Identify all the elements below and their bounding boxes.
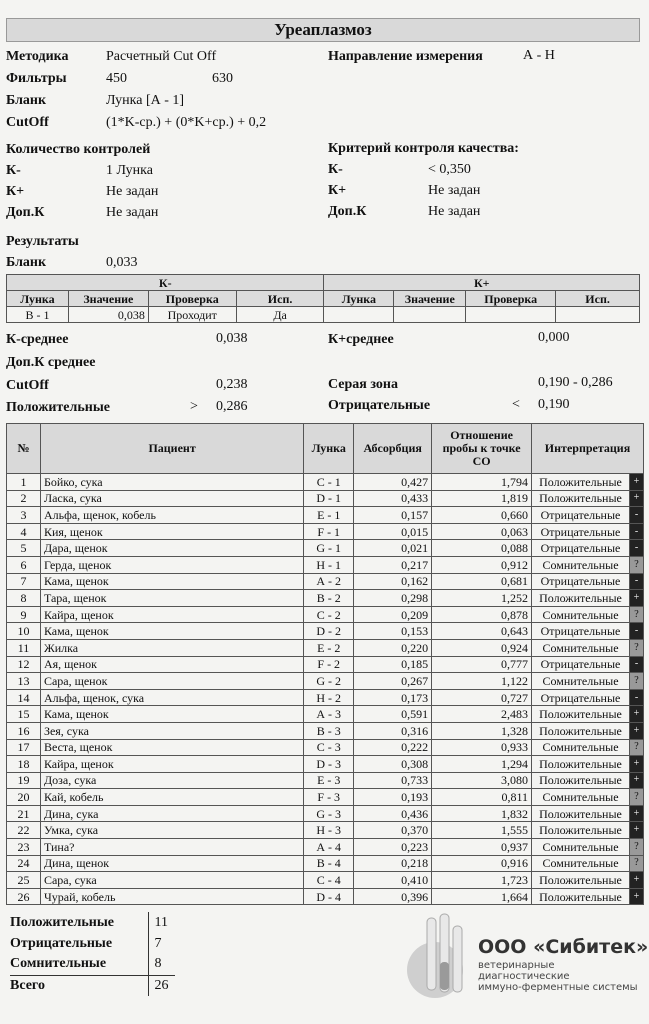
row-ratio: 3,080 [432, 772, 532, 789]
row-patient: Кама, щенок [40, 623, 303, 640]
row-ratio: 1,252 [432, 590, 532, 607]
row-ratio: 1,819 [432, 490, 532, 507]
stats-cutoff-value: 0,238 [216, 377, 248, 392]
row-result-marker-icon: + [629, 872, 643, 889]
method-value: Расчетный Cut Off [106, 49, 217, 64]
row-well: F - 2 [304, 656, 354, 673]
col-well-kpos: Лунка [324, 291, 394, 307]
table-row [7, 872, 644, 889]
row-result-marker-icon: ? [629, 606, 643, 623]
gray-zone-value: 0,190 - 0,286 [538, 375, 613, 390]
row-number: 11 [7, 639, 41, 656]
row-ratio: 0,643 [432, 623, 532, 640]
row-well: А - 2 [304, 573, 354, 590]
row-number: 5 [7, 540, 41, 557]
row-ratio: 0,063 [432, 523, 532, 540]
filter-1-value: 450 [106, 71, 127, 86]
controls-dopk-label: Доп.К [6, 205, 45, 220]
row-interpretation: Сомнительные [532, 673, 630, 690]
row-patient: Тина? [40, 839, 303, 856]
direction-label: Направление измерения [328, 49, 483, 64]
row-well: D - 2 [304, 623, 354, 640]
summary-table [10, 912, 175, 996]
col-value-kneg: Значение [68, 291, 148, 307]
qc-kneg-label: К- [328, 162, 343, 177]
row-well: F - 1 [304, 523, 354, 540]
control-table [6, 274, 640, 323]
filter-2-value: 630 [212, 71, 233, 86]
row-absorption: 0,298 [354, 590, 432, 607]
row-result-marker-icon: - [629, 573, 643, 590]
row-number: 14 [7, 689, 41, 706]
row-well: С - 3 [304, 739, 354, 756]
row-well: D - 3 [304, 756, 354, 773]
row-ratio: 1,122 [432, 673, 532, 690]
summary-positive-label: Положительные [10, 912, 148, 933]
row-ratio: 0,088 [432, 540, 532, 557]
row-ratio: 0,937 [432, 839, 532, 856]
results-heading: Результаты [6, 234, 79, 249]
col-interpretation: Интерпретация [532, 424, 644, 474]
row-patient: Герда, щенок [40, 556, 303, 573]
row-interpretation: Положительные [532, 756, 630, 773]
controls-kpos-label: К+ [6, 184, 25, 199]
row-ratio: 0,727 [432, 689, 532, 706]
kpos-avg-label: К+среднее [328, 332, 394, 347]
row-result-marker-icon: - [629, 623, 643, 640]
row-interpretation: Сомнительные [532, 556, 630, 573]
row-interpretation: Отрицательные [532, 573, 630, 590]
col-ratio: Отношение пробы к точке СО [432, 424, 532, 474]
row-well: Н - 3 [304, 822, 354, 839]
col-used-kneg: Исп. [236, 291, 324, 307]
table-row [7, 523, 644, 540]
row-well: В - 2 [304, 590, 354, 607]
row-absorption: 0,370 [354, 822, 432, 839]
table-row [7, 540, 644, 557]
table-row [7, 839, 644, 856]
stats-cutoff-label: CutOff [6, 378, 49, 393]
row-result-marker-icon: ? [629, 639, 643, 656]
kpos-empty-cell [394, 307, 466, 323]
row-number: 26 [7, 888, 41, 905]
col-absorption: Абсорбция [354, 424, 432, 474]
row-number: 9 [7, 606, 41, 623]
row-patient: Ласка, сука [40, 490, 303, 507]
row-interpretation: Положительные [532, 722, 630, 739]
kpos-empty-cell [556, 307, 640, 323]
table-row [7, 623, 644, 640]
kneg-avg-label: К-среднее [6, 332, 69, 347]
row-number: 21 [7, 805, 41, 822]
row-interpretation: Положительные [532, 772, 630, 789]
row-absorption: 0,153 [354, 623, 432, 640]
row-result-marker-icon: ? [629, 739, 643, 756]
summary-negative-label: Отрицательные [10, 933, 148, 954]
row-patient: Кай, кобель [40, 789, 303, 806]
table-row [7, 639, 644, 656]
summary-negative-count: 7 [154, 935, 162, 951]
col-well: Лунка [304, 424, 354, 474]
row-well: G - 2 [304, 673, 354, 690]
row-number: 22 [7, 822, 41, 839]
row-absorption: 0,217 [354, 556, 432, 573]
row-interpretation: Сомнительные [532, 739, 630, 756]
row-patient: Зея, сука [40, 722, 303, 739]
summary-doubtful-count: 8 [154, 956, 162, 972]
table-row [7, 474, 644, 491]
row-absorption: 0,220 [354, 639, 432, 656]
row-interpretation: Сомнительные [532, 839, 630, 856]
row-absorption: 0,223 [354, 839, 432, 856]
table-row [7, 722, 644, 739]
row-interpretation: Положительные [532, 490, 630, 507]
gray-zone-label: Серая зона [328, 377, 398, 392]
row-interpretation: Отрицательные [532, 623, 630, 640]
row-absorption: 0,185 [354, 656, 432, 673]
table-row [7, 556, 644, 573]
row-number: 10 [7, 623, 41, 640]
company-subtitle-line-2: иммуно-ферментные системы [478, 982, 638, 993]
row-ratio: 0,912 [432, 556, 532, 573]
row-well: С - 2 [304, 606, 354, 623]
row-interpretation: Положительные [532, 474, 630, 491]
row-interpretation: Положительные [532, 706, 630, 723]
blank-label: Бланк [6, 93, 47, 108]
row-well: Е - 2 [304, 639, 354, 656]
row-well: А - 3 [304, 706, 354, 723]
document-title: Уреаплазмоз [6, 18, 640, 42]
row-ratio: 0,916 [432, 855, 532, 872]
row-absorption: 0,157 [354, 507, 432, 524]
row-well: D - 4 [304, 888, 354, 905]
row-patient: Жилка [40, 639, 303, 656]
row-absorption: 0,316 [354, 722, 432, 739]
row-result-marker-icon: ? [629, 673, 643, 690]
cutoff-label: CutOff [6, 115, 49, 130]
col-value-kpos: Значение [394, 291, 466, 307]
row-number: 19 [7, 772, 41, 789]
row-number: 2 [7, 490, 41, 507]
row-patient: Сара, щенок [40, 673, 303, 690]
row-number: 8 [7, 590, 41, 607]
control-row [7, 307, 640, 323]
row-interpretation: Отрицательные [532, 523, 630, 540]
row-ratio: 0,924 [432, 639, 532, 656]
col-patient: Пациент [40, 424, 303, 474]
row-number: 18 [7, 756, 41, 773]
row-interpretation: Положительные [532, 805, 630, 822]
table-row [7, 490, 644, 507]
row-ratio: 1,664 [432, 888, 532, 905]
control-well: В - 1 [7, 307, 69, 323]
row-ratio: 0,777 [432, 656, 532, 673]
row-well: Н - 2 [304, 689, 354, 706]
row-number: 17 [7, 739, 41, 756]
row-well: Е - 3 [304, 772, 354, 789]
company-subtitle [478, 960, 649, 993]
row-number: 6 [7, 556, 41, 573]
row-absorption: 0,410 [354, 872, 432, 889]
row-interpretation: Положительные [532, 822, 630, 839]
col-check-kpos: Проверка [466, 291, 556, 307]
row-well: В - 3 [304, 722, 354, 739]
table-row [7, 706, 644, 723]
row-ratio: 1,328 [432, 722, 532, 739]
row-number: 4 [7, 523, 41, 540]
row-interpretation: Отрицательные [532, 507, 630, 524]
row-result-marker-icon: ? [629, 855, 643, 872]
row-number: 15 [7, 706, 41, 723]
table-row [7, 756, 644, 773]
row-patient: Дара, щенок [40, 540, 303, 557]
table-row [7, 507, 644, 524]
row-result-marker-icon: ? [629, 839, 643, 856]
summary-positive-count: 11 [154, 914, 168, 930]
row-result-marker-icon: - [629, 540, 643, 557]
row-well: G - 1 [304, 540, 354, 557]
row-absorption: 0,427 [354, 474, 432, 491]
qc-heading: Критерий контроля качества: [328, 141, 519, 156]
positive-threshold-value: 0,286 [216, 399, 248, 414]
col-used-kpos: Исп. [556, 291, 640, 307]
row-interpretation: Отрицательные [532, 540, 630, 557]
row-ratio: 1,555 [432, 822, 532, 839]
row-interpretation: Отрицательные [532, 689, 630, 706]
table-row [7, 656, 644, 673]
row-patient: Сара, сука [40, 872, 303, 889]
row-patient: Доза, сука [40, 772, 303, 789]
row-well: В - 4 [304, 855, 354, 872]
row-absorption: 0,433 [354, 490, 432, 507]
table-row [7, 590, 644, 607]
row-ratio: 1,723 [432, 872, 532, 889]
positive-threshold-label: Положительные [6, 400, 110, 415]
row-ratio: 0,660 [432, 507, 532, 524]
kneg-group-header: К- [7, 275, 324, 291]
row-patient: Кама, щенок [40, 573, 303, 590]
row-absorption: 0,733 [354, 772, 432, 789]
row-interpretation: Сомнительные [532, 789, 630, 806]
row-absorption: 0,267 [354, 673, 432, 690]
negative-threshold-label: Отрицательные [328, 398, 431, 413]
row-result-marker-icon: + [629, 888, 643, 905]
col-num: № [7, 424, 41, 474]
row-number: 1 [7, 474, 41, 491]
kpos-group-header: К+ [324, 275, 640, 291]
qc-kpos-value: Не задан [428, 183, 481, 198]
row-patient: Дина, щенок [40, 855, 303, 872]
table-row [7, 739, 644, 756]
table-row [7, 888, 644, 905]
row-interpretation: Сомнительные [532, 606, 630, 623]
qc-dopk-label: Доп.К [328, 204, 367, 219]
row-ratio: 1,832 [432, 805, 532, 822]
row-absorption: 0,015 [354, 523, 432, 540]
row-patient: Умка, сука [40, 822, 303, 839]
row-well: С - 4 [304, 872, 354, 889]
table-row [7, 789, 644, 806]
row-well: D - 1 [304, 490, 354, 507]
row-number: 13 [7, 673, 41, 690]
row-ratio: 2,483 [432, 706, 532, 723]
row-result-marker-icon: - [629, 523, 643, 540]
row-well: С - 1 [304, 474, 354, 491]
row-patient: Тара, щенок [40, 590, 303, 607]
patient-table [6, 423, 644, 905]
row-result-marker-icon: - [629, 507, 643, 524]
row-number: 24 [7, 855, 41, 872]
row-absorption: 0,591 [354, 706, 432, 723]
row-ratio: 0,933 [432, 739, 532, 756]
controls-kneg-value: 1 Лунка [106, 163, 153, 178]
row-absorption: 0,218 [354, 855, 432, 872]
table-row [7, 805, 644, 822]
row-absorption: 0,021 [354, 540, 432, 557]
kpos-empty-cell [466, 307, 556, 323]
row-patient: Кайра, щенок [40, 756, 303, 773]
row-result-marker-icon: + [629, 490, 643, 507]
negative-threshold-value: 0,190 [538, 397, 570, 412]
qc-dopk-value: Не задан [428, 204, 481, 219]
row-number: 3 [7, 507, 41, 524]
row-result-marker-icon: + [629, 772, 643, 789]
row-interpretation: Положительные [532, 888, 630, 905]
row-number: 12 [7, 656, 41, 673]
row-result-marker-icon: ? [629, 789, 643, 806]
row-result-marker-icon: + [629, 722, 643, 739]
filters-label: Фильтры [6, 71, 67, 86]
row-patient: Ая, щенок [40, 656, 303, 673]
table-row [7, 772, 644, 789]
controls-kpos-value: Не задан [106, 184, 159, 199]
row-patient: Кия, щенок [40, 523, 303, 540]
method-label: Методика [6, 49, 69, 64]
row-number: 20 [7, 789, 41, 806]
row-absorption: 0,436 [354, 805, 432, 822]
table-row [7, 573, 644, 590]
row-patient: Альфа, щенок, кобель [40, 507, 303, 524]
row-number: 16 [7, 722, 41, 739]
qc-kneg-value: < 0,350 [428, 162, 471, 177]
row-result-marker-icon: + [629, 706, 643, 723]
row-patient: Кама, щенок [40, 706, 303, 723]
controls-heading: Количество контролей [6, 142, 151, 157]
control-check: Проходит [148, 307, 236, 323]
row-absorption: 0,308 [354, 756, 432, 773]
row-patient: Веста, щенок [40, 739, 303, 756]
row-result-marker-icon: + [629, 756, 643, 773]
company-name: ООО «Сибитек» [478, 936, 649, 958]
row-ratio: 0,878 [432, 606, 532, 623]
control-used: Да [236, 307, 324, 323]
row-result-marker-icon: + [629, 805, 643, 822]
row-absorption: 0,209 [354, 606, 432, 623]
kpos-empty-cell [324, 307, 394, 323]
row-interpretation: Сомнительные [532, 855, 630, 872]
positive-threshold-sign: > [190, 399, 198, 414]
row-ratio: 0,811 [432, 789, 532, 806]
table-row [7, 689, 644, 706]
table-row [7, 673, 644, 690]
row-patient: Альфа, щенок, сука [40, 689, 303, 706]
row-interpretation: Положительные [532, 872, 630, 889]
row-interpretation: Положительные [532, 590, 630, 607]
qc-kpos-label: К+ [328, 183, 347, 198]
row-absorption: 0,396 [354, 888, 432, 905]
table-row [7, 855, 644, 872]
blank-value: Лунка [А - 1] [106, 93, 185, 108]
table-row [7, 822, 644, 839]
controls-kneg-label: К- [6, 163, 21, 178]
row-ratio: 1,294 [432, 756, 532, 773]
summary-doubtful-label: Сомнительные [10, 954, 148, 975]
row-ratio: 1,794 [432, 474, 532, 491]
row-well: Е - 1 [304, 507, 354, 524]
row-result-marker-icon: - [629, 689, 643, 706]
row-interpretation: Сомнительные [532, 639, 630, 656]
row-well: G - 3 [304, 805, 354, 822]
row-number: 25 [7, 872, 41, 889]
row-patient: Кайра, щенок [40, 606, 303, 623]
row-absorption: 0,162 [354, 573, 432, 590]
summary-total-label: Всего [10, 975, 148, 996]
col-check-kneg: Проверка [148, 291, 236, 307]
company-subtitle-line-1: ветеринарные диагностические [478, 960, 570, 982]
cutoff-formula: (1*K-ср.) + (0*K+ср.) + 0,2 [106, 115, 267, 130]
row-well: Н - 1 [304, 556, 354, 573]
patient-rows [7, 474, 644, 905]
results-blank-label: Бланк [6, 255, 47, 270]
kpos-avg-value: 0,000 [538, 330, 570, 345]
row-number: 23 [7, 839, 41, 856]
row-well: F - 3 [304, 789, 354, 806]
col-well-kneg: Лунка [7, 291, 69, 307]
row-result-marker-icon: ? [629, 556, 643, 573]
table-row [7, 606, 644, 623]
summary-total-count: 26 [148, 975, 175, 996]
row-result-marker-icon: + [629, 822, 643, 839]
row-result-marker-icon: + [629, 474, 643, 491]
row-absorption: 0,193 [354, 789, 432, 806]
control-value: 0,038 [68, 307, 148, 323]
kneg-avg-value: 0,038 [216, 331, 248, 346]
row-interpretation: Отрицательные [532, 656, 630, 673]
row-absorption: 0,173 [354, 689, 432, 706]
row-well: А - 4 [304, 839, 354, 856]
controls-dopk-value: Не задан [106, 205, 159, 220]
row-patient: Бойко, сука [40, 474, 303, 491]
row-patient: Дина, сука [40, 805, 303, 822]
direction-value: А - H [523, 48, 555, 63]
row-patient: Чурай, кобель [40, 888, 303, 905]
row-result-marker-icon: + [629, 590, 643, 607]
row-result-marker-icon: - [629, 656, 643, 673]
row-number: 7 [7, 573, 41, 590]
negative-threshold-sign: < [512, 397, 520, 412]
row-ratio: 0,681 [432, 573, 532, 590]
row-absorption: 0,222 [354, 739, 432, 756]
results-blank-value: 0,033 [106, 255, 138, 270]
dopk-avg-label: Доп.К среднее [6, 355, 96, 370]
